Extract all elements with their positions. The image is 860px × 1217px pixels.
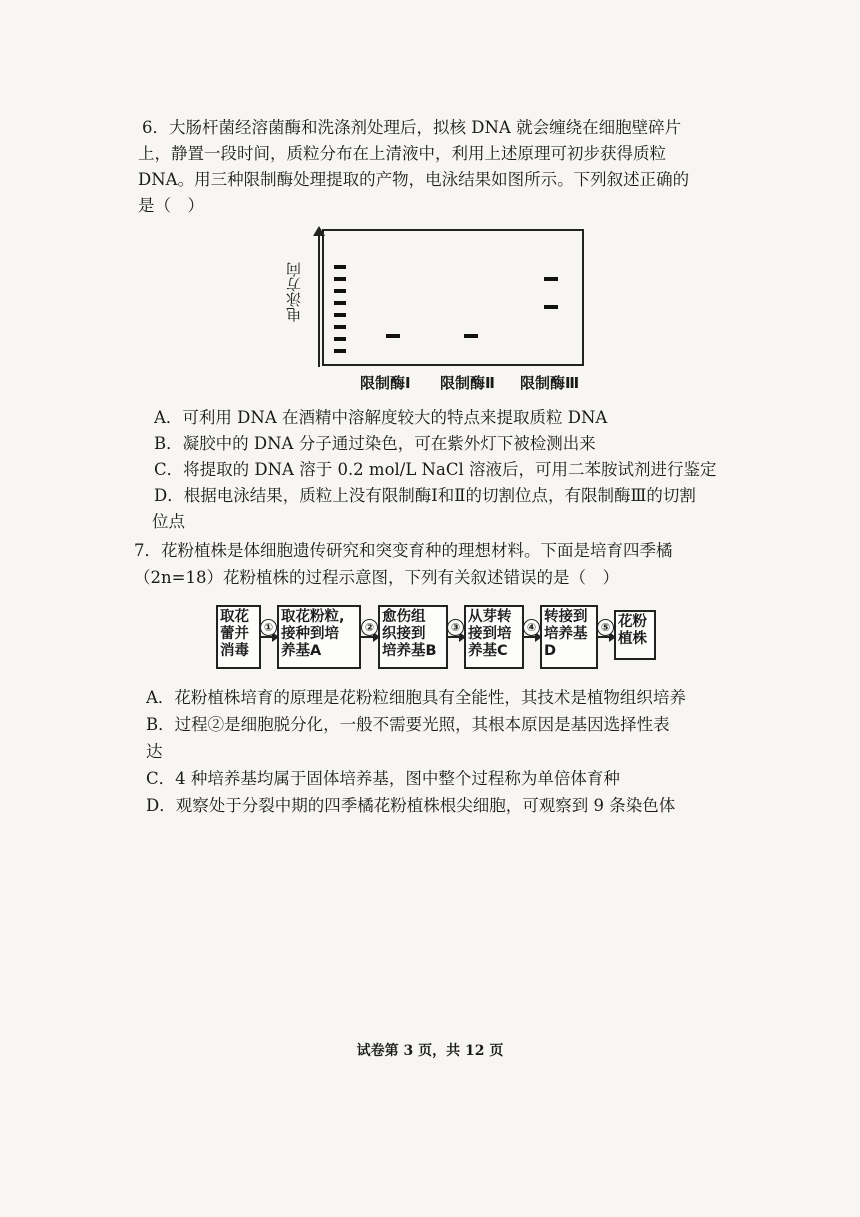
flow-box-5: 转接到 培养基 D — [540, 605, 598, 669]
step-3: ③ — [447, 619, 464, 636]
lane-label-3: 限制酶Ⅲ — [520, 374, 580, 392]
page-footer: 试卷第 3 页，共 12 页 — [356, 1043, 504, 1059]
q6-option-d: D．根据电泳结果，质粒上没有限制酶Ⅰ和Ⅱ的切割位点，有限制酶Ⅲ的切割 — [154, 486, 696, 505]
flow-box-6: 花粉 植株 — [614, 610, 656, 660]
flow-box-1: 取花 蕾并 消毒 — [216, 605, 261, 669]
flow-box-4: 从芽转 接到培 养基C — [464, 605, 524, 669]
gel-band-lane-2 — [464, 334, 478, 338]
gel-band — [334, 277, 346, 281]
lane-label-1: 限制酶Ⅰ — [360, 374, 411, 392]
step-1: ① — [260, 619, 277, 636]
gel-band — [334, 349, 346, 353]
q7-option-d: D．观察处于分裂中期的四季橘花粉植株根尖细胞，可观察到 9 条染色体 — [146, 796, 676, 815]
gel-band — [334, 289, 346, 293]
flow-arrow-1 — [261, 636, 277, 638]
flow-arrow-3 — [448, 636, 464, 638]
q7-option-a: A．花粉植株培育的原理是花粉粒细胞具有全能性，其技术是植物组织培养 — [146, 688, 686, 707]
q7-option-b-cont: 达 — [146, 742, 163, 761]
q6-line-1: 6．大肠杆菌经溶菌酶和洗涤剂处理后，拟核 DNA 就会缠绕在细胞壁碎片 — [142, 118, 682, 137]
gel-band — [334, 301, 346, 305]
flow-box-3: 愈伤组 织接到 培养基B — [378, 605, 448, 669]
q6-option-a: A．可利用 DNA 在酒精中溶解度较大的特点来提取质粒 DNA — [154, 408, 608, 427]
gel-band-lane-3 — [544, 305, 558, 309]
gel-band-lane-1 — [386, 334, 400, 338]
q6-line-4: 是（ ） — [138, 196, 204, 215]
flow-arrow-2 — [361, 636, 378, 638]
gel-band — [334, 265, 346, 269]
gel-band — [334, 337, 346, 341]
q6-option-b: B．凝胶中的 DNA 分子通过染色，可在紫外灯下被检测出来 — [154, 434, 596, 453]
gel-band — [334, 313, 346, 317]
gel-frame — [322, 229, 584, 366]
gel-ylabel: 电泳方向 — [285, 262, 303, 322]
gel-band — [334, 325, 346, 329]
step-4: ④ — [523, 619, 540, 636]
flow-box-2: 取花粉粒, 接种到培 养基A — [277, 605, 361, 669]
flow-arrow-5 — [598, 636, 614, 638]
q6-line-3: DNA。用三种限制酶处理提取的产物，电泳结果如图所示。下列叙述正确的 — [138, 170, 690, 189]
q7-option-b: B．过程②是细胞脱分化，一般不需要光照，其根本原因是基因选择性表 — [146, 715, 670, 734]
direction-axis — [318, 232, 320, 367]
q7-line-2: （2n=18）花粉植株的过程示意图，下列有关叙述错误的是（ ） — [134, 568, 619, 587]
lane-label-2: 限制酶Ⅱ — [440, 374, 495, 392]
q6-option-c: C．将提取的 DNA 溶于 0.2 mol/L NaCl 溶液后，可用二苯胺试剂进行鉴定 — [154, 460, 717, 479]
q6-line-2: 上，静置一段时间，质粒分布在上清液中，利用上述原理可初步获得质粒 — [138, 144, 666, 163]
flow-arrow-4 — [524, 636, 540, 638]
gel-band-lane-3 — [544, 277, 558, 281]
step-5: ⑤ — [597, 619, 614, 636]
step-2: ② — [361, 619, 378, 636]
q7-line-1: 7．花粉植株是体细胞遗传研究和突变育种的理想材料。下面是培育四季橘 — [134, 541, 673, 560]
q7-option-c: C．4 种培养基均属于固体培养基，图中整个过程称为单倍体育种 — [146, 769, 620, 788]
q6-option-d-cont: 位点 — [152, 512, 185, 531]
